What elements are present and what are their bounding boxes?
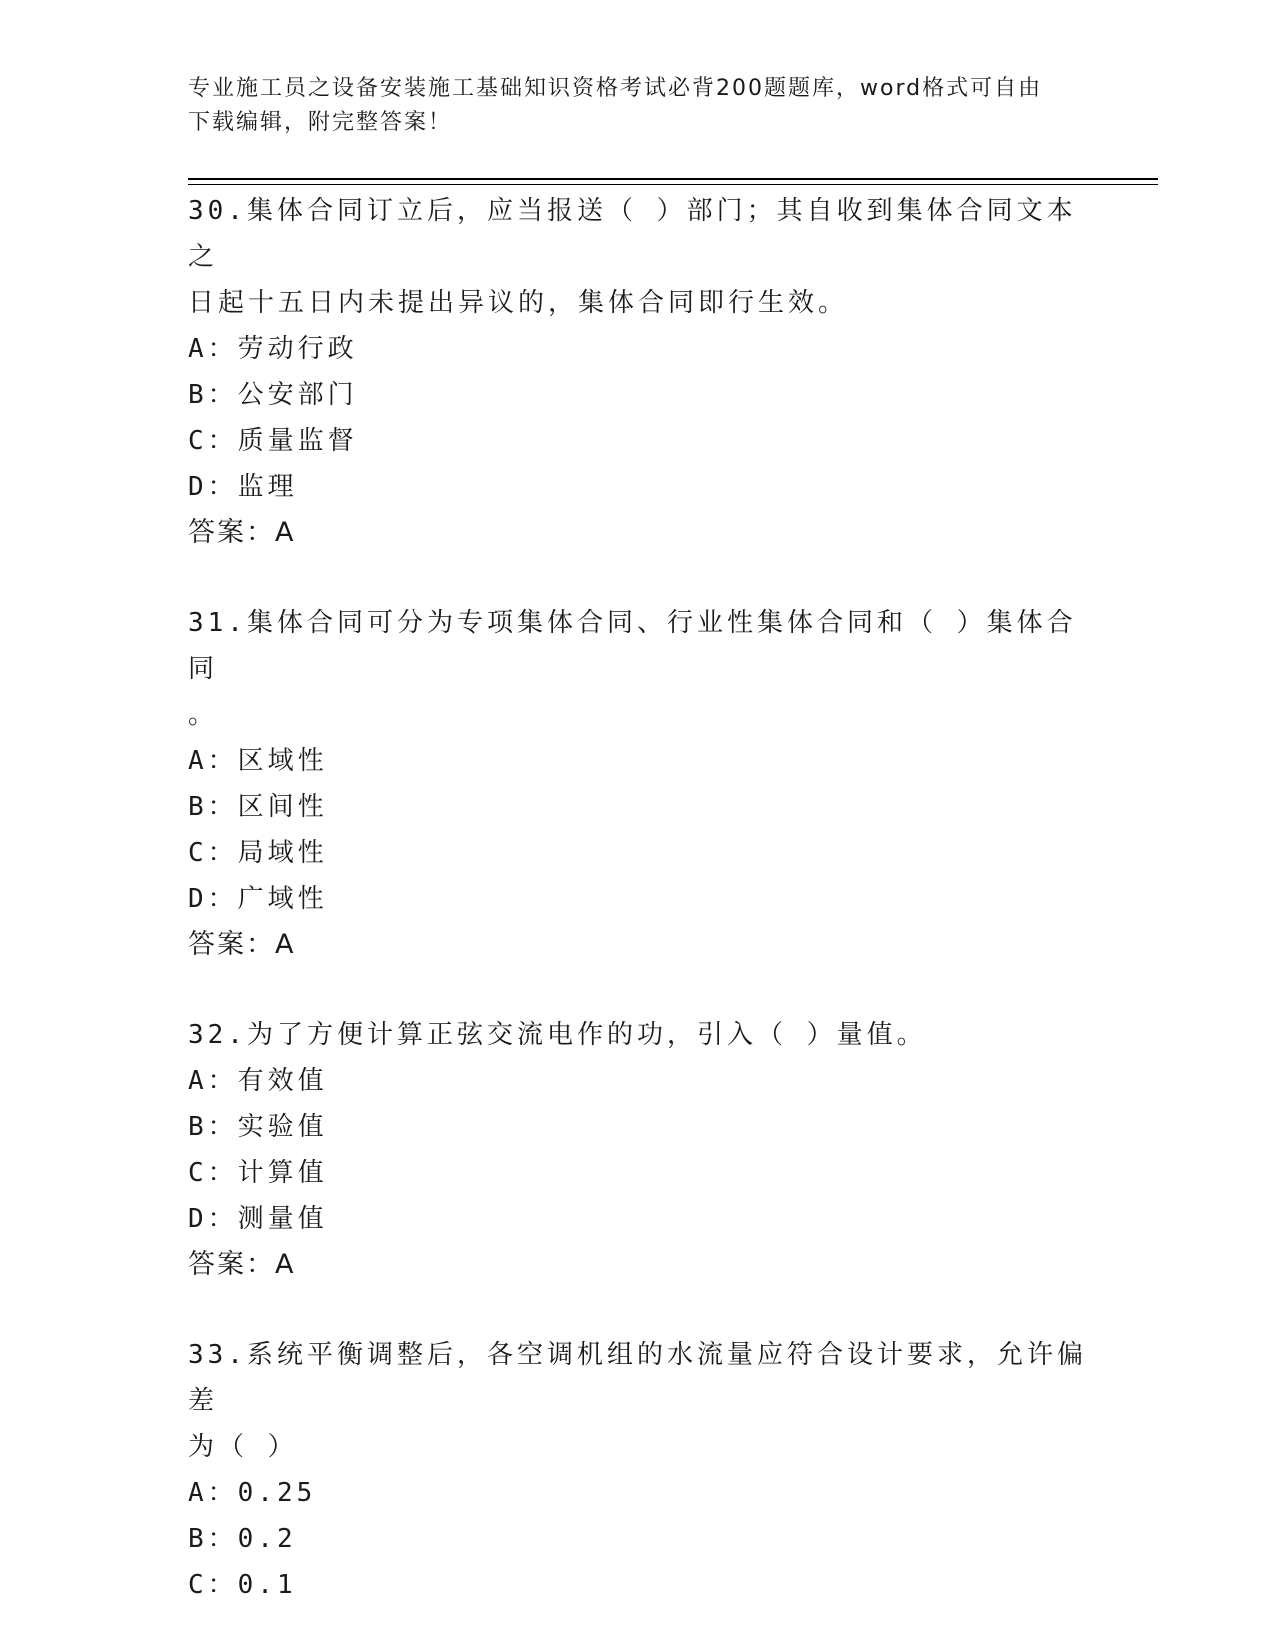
question-stem-line: 。: [188, 700, 219, 730]
question-list: [188, 188, 1088, 1652]
option-a: A：区域性: [188, 746, 328, 776]
option-b: B：区间性: [188, 792, 328, 822]
option-c: C：质量监督: [188, 426, 358, 456]
document-header: [188, 72, 1088, 140]
question-stem-line: 33.系统平衡调整后，各空调机组的水流量应符合设计要求，允许偏差: [188, 1340, 1087, 1416]
question-stem-line: 32.为了方便计算正弦交流电作的功，引入（ ）量值。: [188, 1020, 927, 1050]
option-a: A：有效值: [188, 1066, 328, 1096]
header-line-2: 下载编辑，附完整答案！: [188, 110, 453, 135]
header-divider-thin: [188, 184, 1158, 185]
option-b: B：公安部门: [188, 380, 358, 410]
option-c: C：0.1: [188, 1570, 297, 1600]
question-stem-line: 为（ ）: [188, 1432, 298, 1462]
option-d: D：测量值: [188, 1204, 328, 1234]
option-d: D：广域性: [188, 884, 328, 914]
question-stem-line: 31.集体合同可分为专项集体合同、行业性集体合同和（ ）集体合同: [188, 608, 1077, 684]
question-30: [188, 188, 1088, 556]
header-divider-thick: [188, 178, 1158, 180]
question-32: [188, 1012, 1088, 1288]
option-d: D：监理: [188, 472, 298, 502]
option-c: C：计算值: [188, 1158, 328, 1188]
header-line-1: 专业施工员之设备安装施工基础知识资格考试必背200题题库，word格式可自由: [188, 76, 1043, 101]
question-stem-line: 日起十五日内未提出异议的，集体合同即行生效。: [188, 288, 849, 318]
question-33: [188, 1332, 1088, 1608]
answer-line: 答案：A: [188, 517, 296, 548]
option-c: C：局域性: [188, 838, 328, 868]
answer-line: 答案：A: [188, 1249, 296, 1280]
question-stem-line: 30.集体合同订立后，应当报送（ ）部门；其自收到集体合同文本之: [188, 196, 1077, 272]
question-31: [188, 600, 1088, 968]
option-a: A：0.25: [188, 1478, 317, 1508]
option-b: B：实验值: [188, 1112, 328, 1142]
option-a: A：劳动行政: [188, 334, 358, 364]
answer-line: 答案：A: [188, 929, 296, 960]
option-b: B：0.2: [188, 1524, 297, 1554]
